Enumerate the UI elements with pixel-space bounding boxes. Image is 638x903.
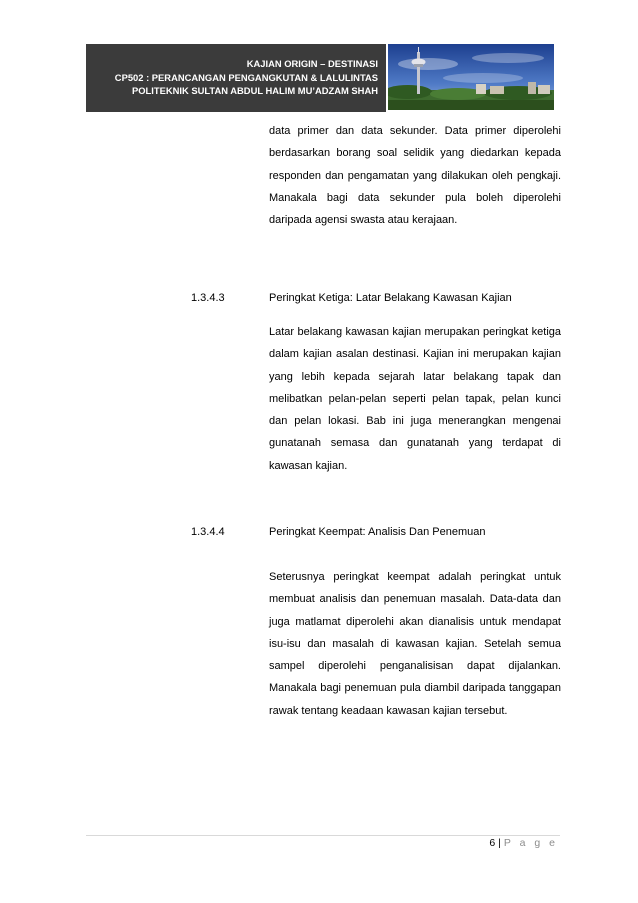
section-title-1-3-4-3: Peringkat Ketiga: Latar Belakang Kawasan Kajian — [269, 292, 512, 304]
section-title-1-3-4-4: Peringkat Keempat: Analisis Dan Penemuan — [269, 526, 486, 538]
header-city-photo — [388, 44, 554, 110]
footer-separator: | — [498, 837, 501, 849]
footer-divider — [86, 835, 560, 836]
section-body-1-3-4-3: Latar belakang kawasan kajian merupakan peringkat ketiga dalam kajian asalan destinasi. Kajian ini merupakan kajian yang lebih kepada sejarah latar belakang tapak dan melibatkan pelan-pelan seperti pelan tapak, pelan kunci dan pelan lokasi. Bab ini juga menerangkan mengenai gunatanah semasa dan gunatanah yang terdapat di kawasan kajian. — [269, 326, 561, 472]
continued-paragraph: data primer dan data sekunder. Data primer diperolehi berdasarkan borang soal selidik yang diedarkan kepada responden dan pengamatan yang dilakukan oleh pengkaji. Manakala bagi data sekunder pula boleh diperolehi daripada agensi swasta atau kerajaan. — [269, 125, 561, 227]
header-title: KAJIAN ORIGIN – DESTINASI — [246, 58, 378, 69]
city-skyline-image — [388, 44, 554, 110]
section-number-1-3-4-4: 1.3.4.4 — [191, 526, 225, 538]
page-footer — [489, 837, 558, 849]
section-body-1-3-4-4: Seterusnya peringkat keempat adalah peringkat untuk membuat analisis dan penemuan masalah. Data-data dan juga matlamat diperolehi akan dianalisis untuk mendapat isu-isu dan masalah di kawasan kajian. Setelah semua sampel diperolehi penganalisisan dapat dijalankan. Manakala bagi penemuan pula diambil daripada tanggapan rawak tentang keadaan kawasan kajian tersebut. — [269, 571, 561, 717]
section-number-1-3-4-3: 1.3.4.3 — [191, 292, 225, 304]
page-number: 6 — [489, 837, 496, 849]
header-institution: POLITEKNIK SULTAN ABDUL HALIM MU’ADZAM SHAH — [132, 85, 378, 97]
header-banner — [86, 44, 386, 112]
header-course: CP502 : PERANCANGAN PENGANGKUTAN & LALULINTAS — [114, 71, 378, 83]
page-label: P a g e — [503, 837, 558, 849]
